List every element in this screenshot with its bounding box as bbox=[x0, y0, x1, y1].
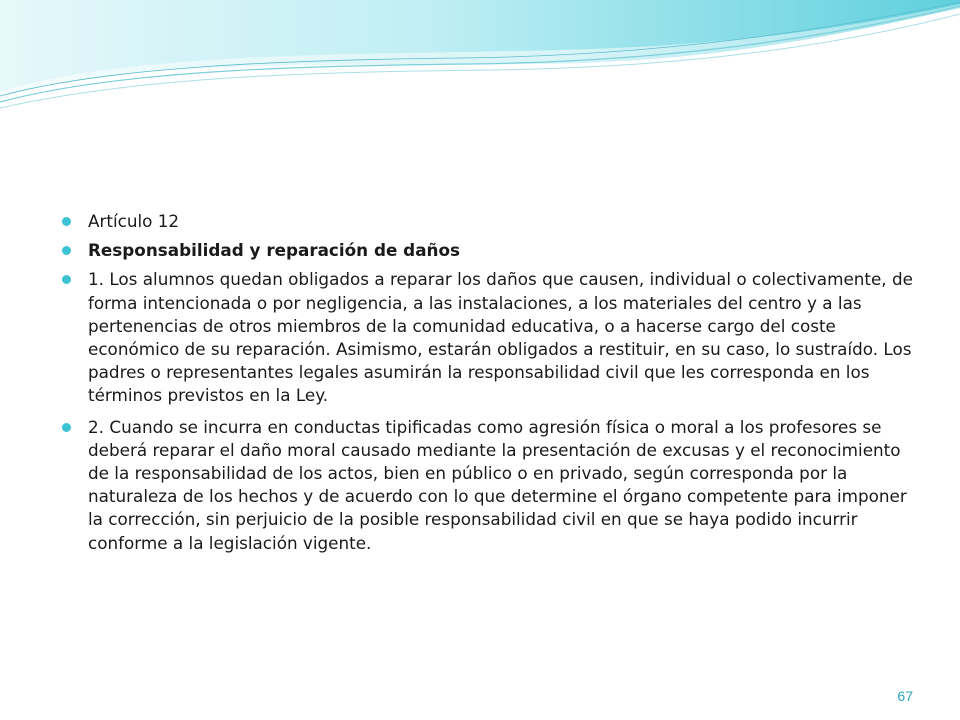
bullet-dot-icon bbox=[62, 217, 71, 226]
bullet-paragraph-1 bbox=[62, 268, 914, 407]
bullet-text: Artículo 12 bbox=[88, 211, 180, 231]
bullet-dot-icon bbox=[62, 275, 71, 284]
bullet-text: 2. Cuando se incurra en conductas tipificadas como agresión física o moral a los profesores se deberá reparar el daño moral causado mediante la presentación de excusas y el reconocimiento de la responsabilidad de los actos, bien en público o en privado, según corresponda por la naturaleza de los hechos y de acuerdo con lo que determine el órgano competente para imponer la corrección, sin perjuicio de la posible responsabilidad civil en que se haya podido incurrir conforme a la legislación vigente. bbox=[88, 416, 907, 553]
bullet-list bbox=[62, 210, 914, 555]
bullet-section-title bbox=[62, 239, 914, 262]
bullet-paragraph-2 bbox=[62, 416, 914, 555]
slide-body bbox=[62, 210, 914, 561]
bullet-dot-icon bbox=[62, 423, 71, 432]
header-wave-decoration bbox=[0, 0, 960, 120]
bullet-dot-icon bbox=[62, 246, 71, 255]
bullet-text: 1. Los alumnos quedan obligados a reparar los daños que causen, individual o colectivamente, de forma intencionada o por negligencia, a las instalaciones, a los materiales del centro y a las pertenencias de otros miembros de la comunidad educativa, o a hacerse cargo del coste económico de su reparación. Asimismo, estarán obligados a restituir, en su caso, lo sustraído. Los padres o representantes legales asumirán la responsabilidad civil que les corresponda en los términos previstos en la Ley. bbox=[88, 269, 913, 406]
bullet-text: Responsabilidad y reparación de daños bbox=[88, 240, 460, 261]
page-number: 67 bbox=[897, 688, 913, 704]
bullet-article-number bbox=[62, 210, 914, 233]
